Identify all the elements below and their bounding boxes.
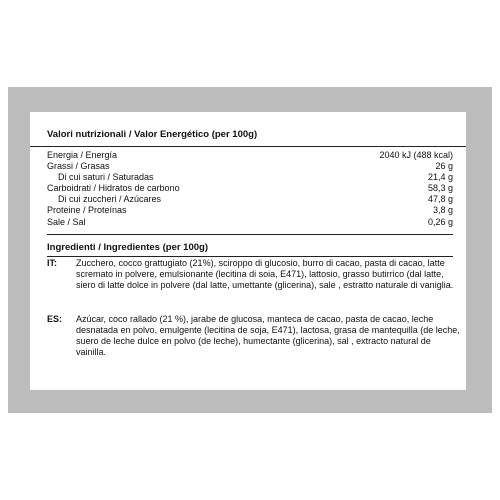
nutrition-row [47, 194, 453, 205]
nutrition-row [47, 161, 453, 172]
nutrition-row-label: Proteine / Proteínas [47, 205, 127, 216]
divider [47, 234, 453, 235]
nutrition-row [47, 205, 453, 216]
nutrition-table [47, 150, 453, 228]
nutrition-row-label: Di cui zuccheri / Azúcares [58, 194, 162, 205]
nutrition-row-label: Grassi / Grasas [47, 161, 110, 172]
nutrition-row-value: 2040 kJ (488 kcal) [379, 150, 453, 160]
nutrition-row [47, 150, 453, 161]
nutrition-row [47, 172, 453, 183]
nutrition-row-label: Di cui saturi / Saturadas [58, 172, 154, 183]
nutrition-row-label: Carboidrati / Hidratos de carbono [47, 183, 180, 194]
divider [30, 146, 466, 147]
nutrition-row-value: 0,26 g [427, 216, 453, 227]
ingredients-text-it: Zucchero, cocco grattugiato (21%), sciroppo di glucosio, burro di cacao, pasta di cacao, latte scremato in polvere, emulsionante (lecitina di soia, E471), lattosio, grasso butirrico (dal latte, siero di latte dolce in polvere (dal latte, umettante (glicerina), sale , estratto naturale di vaniglia. [76, 258, 454, 291]
divider [47, 256, 453, 257]
nutrition-row-label: Energia / Energía [47, 150, 118, 160]
nutrition-row-value: 21,4 g [427, 172, 453, 183]
nutrition-row [47, 183, 453, 194]
language-code-es: ES: [47, 314, 63, 324]
nutrition-row-value: 47,8 g [427, 194, 453, 205]
nutrition-row-value: 26 g [435, 161, 453, 172]
nutrition-row-label: Sale / Sal [47, 216, 86, 227]
language-code-it: IT: [47, 258, 57, 268]
ingredients-text-es: Azúcar, coco rallado (21 %), jarabe de glucosa, manteca de cacao, pasta de cacao, leche desnatada en polvo, emulgente (lecitina de soja, E471), lactosa, grasa de mantequilla (de leche, suero de leche dulce en polvo (de leche), humectante (glicerina), sal , extracto natural de vainilla. [76, 314, 460, 358]
ingredients-title: Ingredienti / Ingredientes (per 100g) [47, 242, 209, 253]
nutrition-row-value: 3,8 g [432, 205, 453, 216]
nutrition-row-value: 58,3 g [427, 183, 453, 194]
nutrition-row [47, 217, 453, 228]
nutrition-label-panel [30, 112, 466, 390]
nutrition-title: Valori nutrizionali / Valor Energético (per 100g) [47, 129, 258, 140]
